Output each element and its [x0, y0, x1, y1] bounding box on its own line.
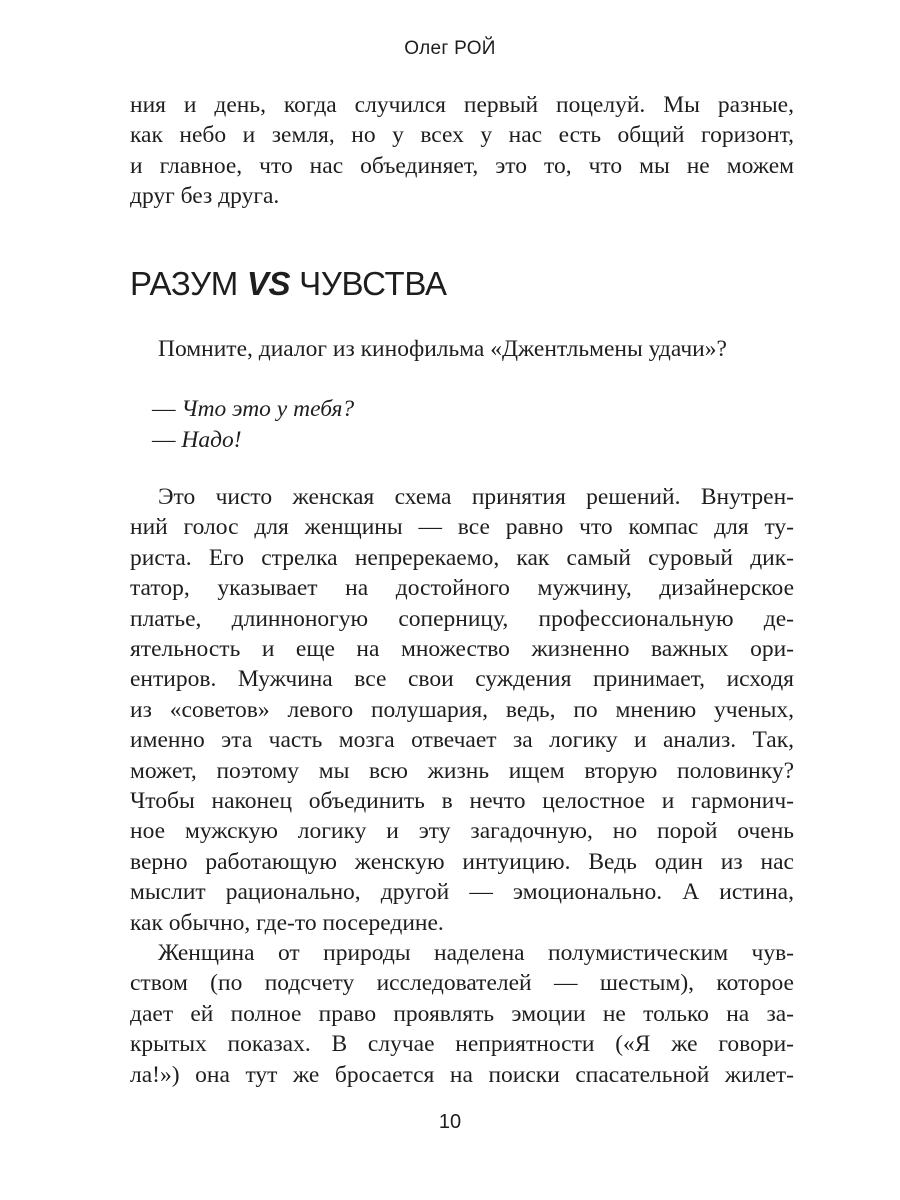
text-line: ентиров. Мужчина все свои суждения принимает, исходя	[130, 666, 794, 693]
text-line: дает ей полное право проявлять эмоции не только на за-	[130, 1000, 794, 1027]
section-heading-vs: VS	[246, 265, 291, 302]
text-line: ния и день, когда случился первый поцелуй. Мы разные,	[130, 92, 794, 118]
text-line: Чтобы наконец объединить в нечто целостное и гармонич-	[130, 788, 794, 815]
text-line: ством (по подсчету исследователей — шестым), которое	[130, 970, 794, 997]
text-line: мыслит рационально, другой — эмоционально. А истина,	[130, 879, 794, 906]
dialogue-text: Надо!	[181, 426, 242, 453]
text-line: как небо и земля, но у всех у нас есть общий горизонт,	[130, 122, 794, 149]
intro-sentence: Помните, диалог из кинофильма «Джентльмены удачи»?	[158, 336, 727, 362]
text-line: верно работающую женскую интуицию. Ведь один из нас	[130, 848, 794, 875]
dialogue-line	[152, 425, 354, 456]
running-head: Олег РОЙ	[404, 38, 496, 59]
dialogue	[152, 394, 354, 455]
text-line: ятельность и еще на множество жизненно важных ори-	[130, 636, 794, 663]
text-line: риста. Его стрелка непререкаемо, как самый суровый дик-	[130, 544, 794, 571]
dialogue-text: Что это у тебя?	[181, 396, 355, 422]
text-line: ла!») она тут же бросается на поиски спасательной жилет-	[130, 1061, 794, 1088]
section-heading-part2: ЧУВСТВА	[290, 265, 447, 302]
text-line: ное мужскую логику и эту загадочную, но порой очень	[130, 818, 794, 845]
page-number: 10	[438, 1111, 462, 1133]
text-line: как обычно, где-то посередине.	[130, 909, 444, 936]
text-line: татор, указывает на достойного мужчину, дизайнерское	[130, 575, 794, 602]
text-line: из «советов» левого полушария, ведь, по мнению ученых,	[130, 696, 794, 723]
text-line: именно эта часть мозга отвечает за логику и анализ. Так,	[130, 727, 794, 754]
dialogue-dash: —	[152, 426, 182, 453]
text-line: Женщина от природы наделена полумистическим чув-	[158, 940, 794, 966]
dialogue-line	[152, 394, 354, 425]
text-line: ний голос для женщины — все равно что компас для ту-	[130, 514, 794, 541]
section-heading-part1: РАЗУМ	[130, 265, 247, 302]
text-line: может, поэтому мы всю жизнь ищем вторую половинку?	[130, 757, 794, 784]
text-line: крытых показах. В случае неприятности («Я же говори-	[130, 1031, 794, 1058]
text-line: Это чисто женская схема принятия решений. Внутрен-	[158, 484, 794, 510]
section-heading	[130, 262, 447, 306]
text-line: друг без друга.	[130, 183, 280, 210]
paragraph-last	[130, 938, 794, 1090]
text-line: и главное, что нас объединяет, это то, что мы не можем	[130, 152, 794, 179]
paragraph-main	[130, 482, 794, 938]
dialogue-dash: —	[152, 396, 182, 422]
paragraph-top	[130, 90, 794, 212]
text-line: платье, длинноногую соперницу, профессиональную де-	[130, 605, 794, 632]
